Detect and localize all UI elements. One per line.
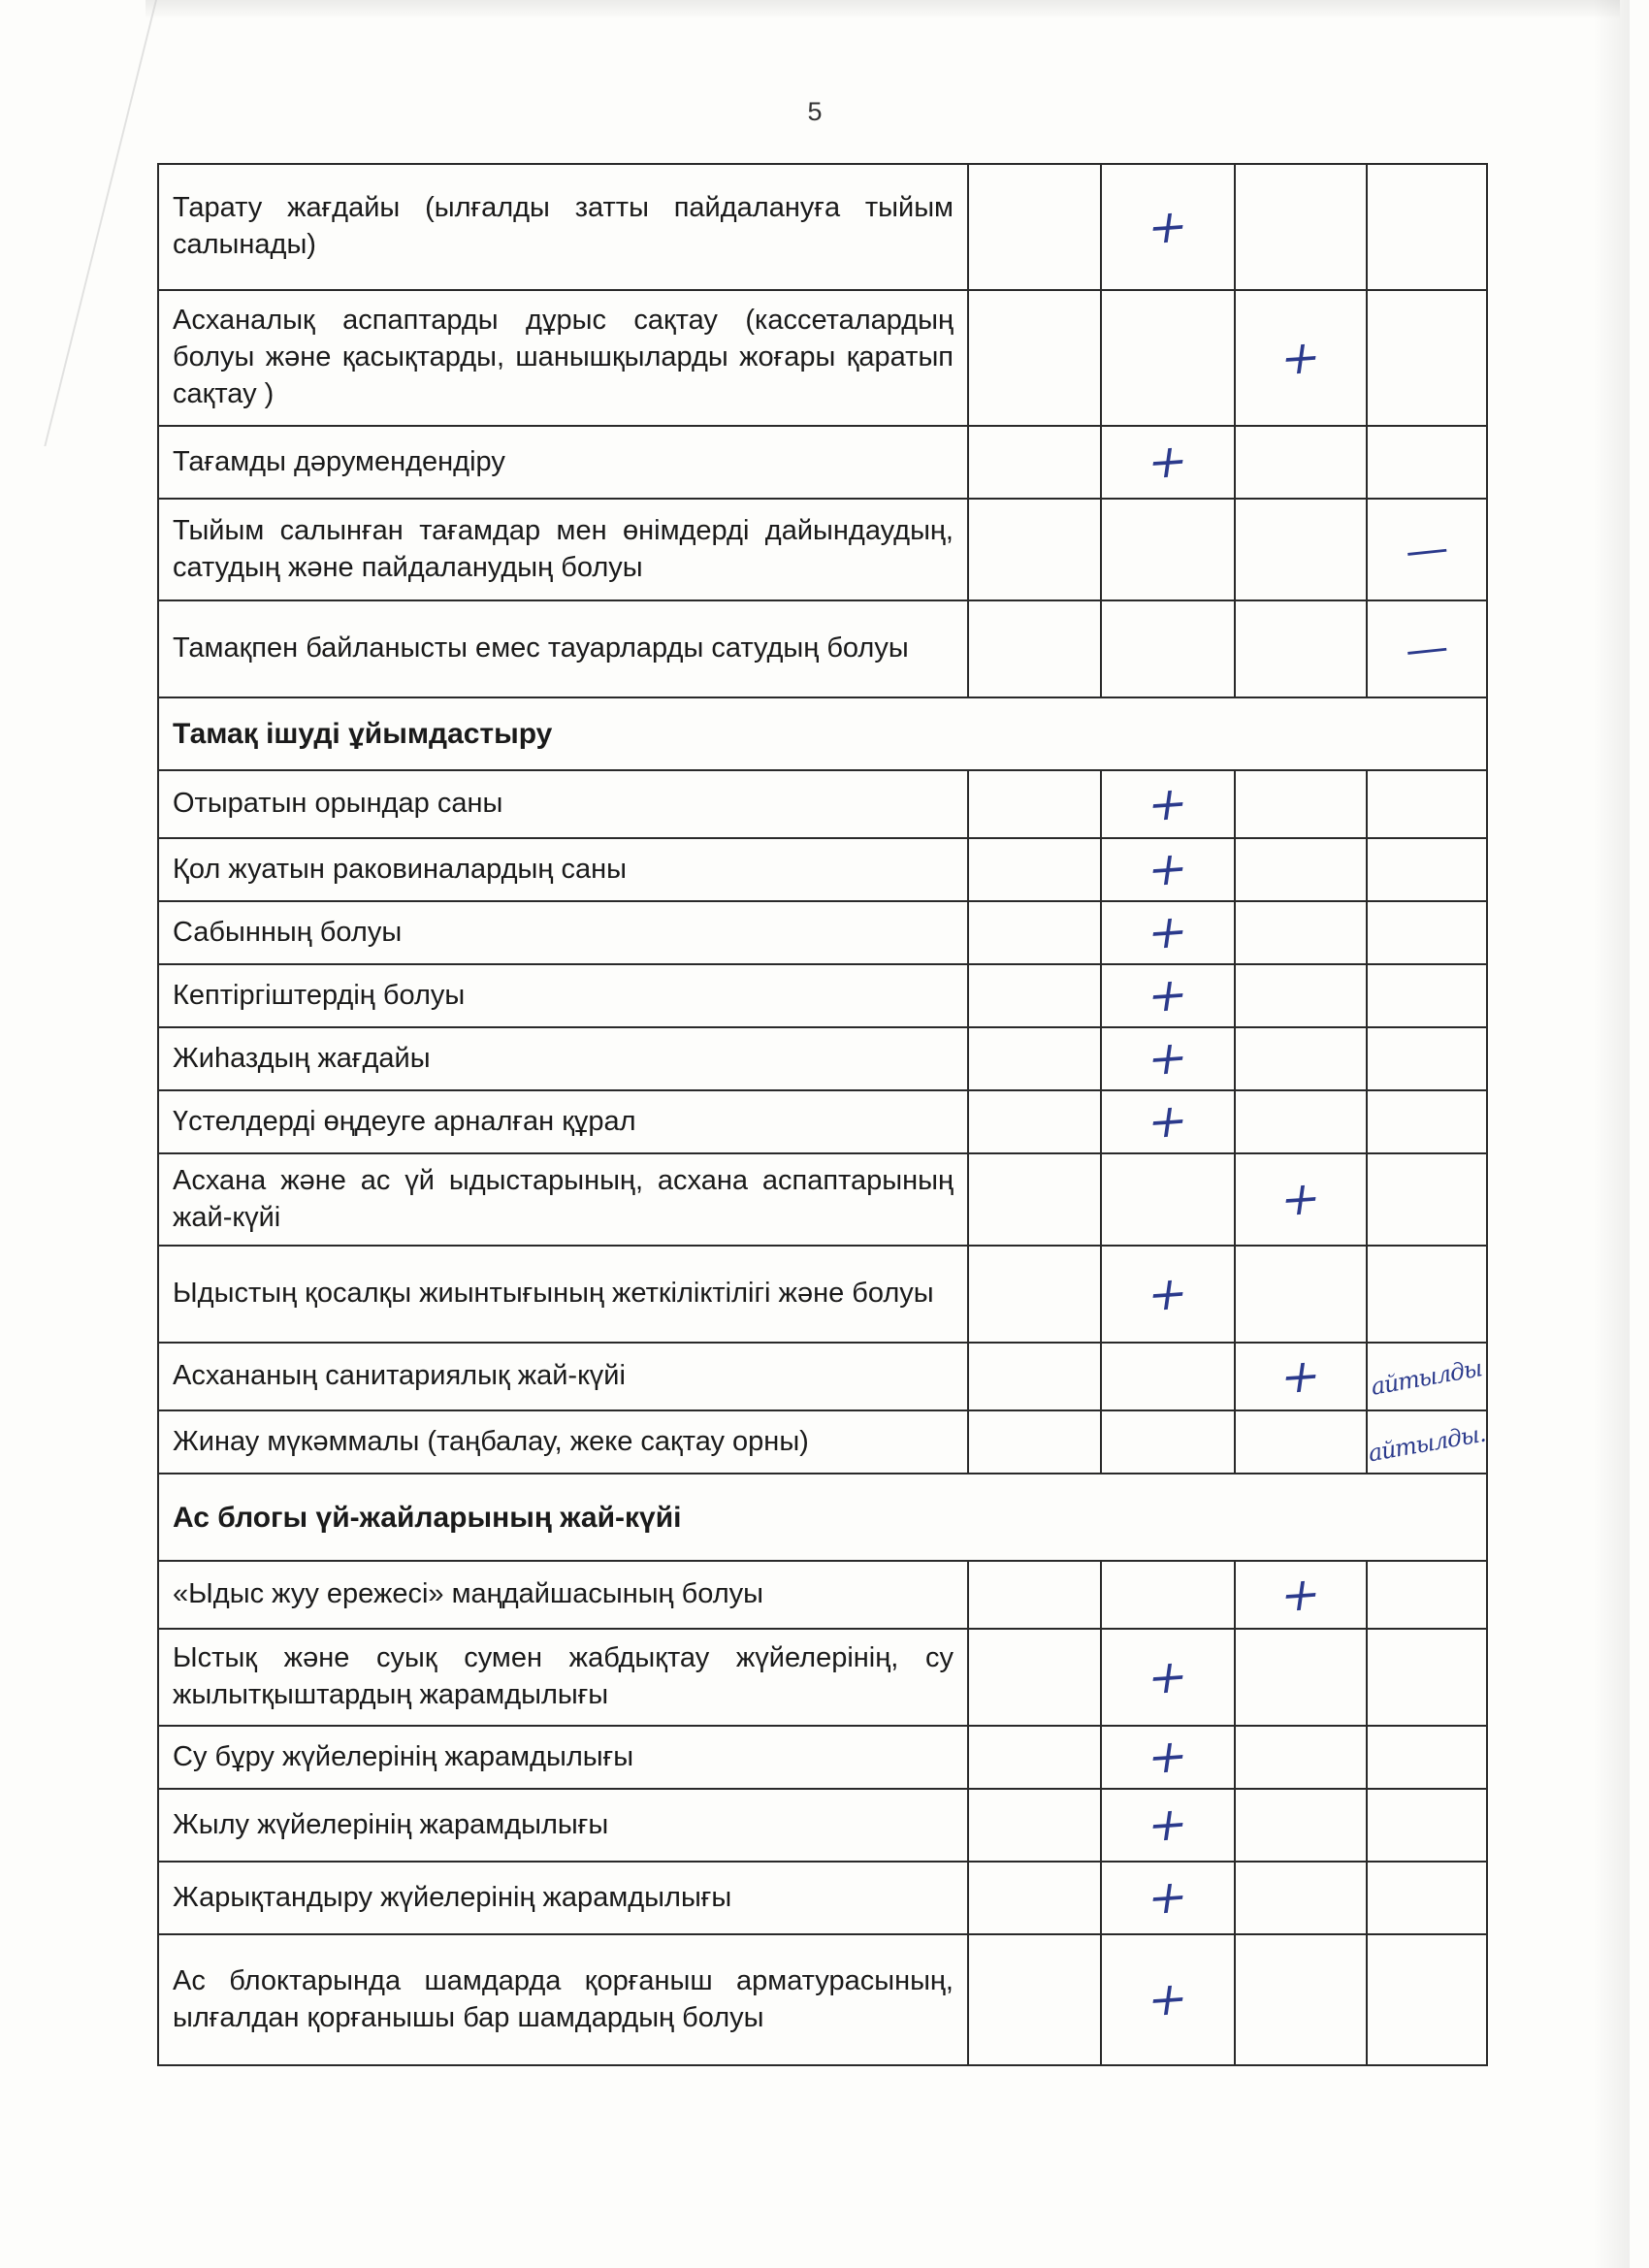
mark-cell-3 bbox=[1235, 838, 1367, 901]
criterion-text: Асхана және ас үй ыдыстарының, асхана аспаптарының жай-күйі bbox=[158, 1153, 968, 1246]
mark-cell-2 bbox=[1101, 290, 1235, 426]
mark-cell-1 bbox=[968, 164, 1101, 290]
mark-cell-1 bbox=[968, 1862, 1101, 1934]
handwritten-plus-mark: + bbox=[1144, 1265, 1192, 1323]
mark-cell-1 bbox=[968, 1027, 1101, 1090]
handwritten-plus-mark: + bbox=[1277, 329, 1325, 387]
mark-cell-4 bbox=[1367, 1153, 1487, 1246]
checklist-row bbox=[158, 1090, 1487, 1153]
mark-cell-1 bbox=[968, 964, 1101, 1027]
mark-cell-4 bbox=[1367, 901, 1487, 964]
mark-cell-1 bbox=[968, 1934, 1101, 2065]
mark-cell-2 bbox=[1101, 1862, 1235, 1934]
mark-cell-2 bbox=[1101, 1410, 1235, 1474]
checklist-row bbox=[158, 164, 1487, 290]
criterion-text: «Ыдыс жуу ережесі» маңдайшасының болуы bbox=[158, 1561, 968, 1629]
mark-cell-3 bbox=[1235, 1789, 1367, 1862]
mark-cell-3 bbox=[1235, 1561, 1367, 1629]
mark-cell-2 bbox=[1101, 426, 1235, 499]
checklist-row bbox=[158, 1934, 1487, 2065]
mark-cell-1 bbox=[968, 499, 1101, 600]
criterion-text: Асхананың санитариялық жай-күйі bbox=[158, 1343, 968, 1410]
checklist-row bbox=[158, 770, 1487, 838]
mark-cell-4 bbox=[1367, 290, 1487, 426]
mark-cell-2 bbox=[1101, 1246, 1235, 1343]
criterion-text: Жиһаздың жағдайы bbox=[158, 1027, 968, 1090]
criterion-text: Үстелдерді өңдеуге арналған құрал bbox=[158, 1090, 968, 1153]
mark-cell-2 bbox=[1101, 1629, 1235, 1726]
scan-shadow-top bbox=[146, 0, 1620, 19]
mark-cell-1 bbox=[968, 1629, 1101, 1726]
mark-cell-2 bbox=[1101, 901, 1235, 964]
mark-cell-4 bbox=[1367, 1410, 1487, 1474]
checklist-row bbox=[158, 1561, 1487, 1629]
criterion-text: Тарату жағдайы (ылғалды затты пайдалануға тыйым салынады) bbox=[158, 164, 968, 290]
mark-cell-1 bbox=[968, 1343, 1101, 1410]
checklist-row bbox=[158, 1789, 1487, 1862]
handwritten-plus-mark: + bbox=[1144, 1728, 1192, 1786]
page-number: 5 bbox=[807, 97, 823, 126]
mark-cell-3 bbox=[1235, 1246, 1367, 1343]
criterion-text: Тыйым салынған тағамдар мен өнімдерді дайындаудың, сатудың және пайдаланудың болуы bbox=[158, 499, 968, 600]
checklist-row bbox=[158, 1726, 1487, 1789]
criterion-text: Кептіргіштердің болуы bbox=[158, 964, 968, 1027]
handwritten-plus-mark: + bbox=[1144, 1868, 1192, 1927]
mark-cell-1 bbox=[968, 1090, 1101, 1153]
handwritten-plus-mark: + bbox=[1144, 1648, 1192, 1706]
criterion-text: Жинау мүкәммалы (таңбалау, жеке сақтау орны) bbox=[158, 1410, 968, 1474]
mark-cell-2 bbox=[1101, 838, 1235, 901]
criterion-text: Жылу жүйелерінің жарамдылығы bbox=[158, 1789, 968, 1862]
criterion-text: Ас блоктарында шамдарда қорғаныш арматурасының, ылғалдан қорғанышы бар шамдардың болуы bbox=[158, 1934, 968, 2065]
mark-cell-3 bbox=[1235, 770, 1367, 838]
mark-cell-4 bbox=[1367, 1343, 1487, 1410]
mark-cell-4 bbox=[1367, 600, 1487, 697]
mark-cell-1 bbox=[968, 1153, 1101, 1246]
mark-cell-3 bbox=[1235, 1629, 1367, 1726]
mark-cell-4 bbox=[1367, 499, 1487, 600]
mark-cell-2 bbox=[1101, 770, 1235, 838]
criterion-text: Тамақпен байланысты емес тауарларды сатудың болуы bbox=[158, 600, 968, 697]
section-header-row bbox=[158, 1474, 1487, 1561]
checklist-row bbox=[158, 1153, 1487, 1246]
checklist-row bbox=[158, 499, 1487, 600]
mark-cell-3 bbox=[1235, 901, 1367, 964]
mark-cell-1 bbox=[968, 770, 1101, 838]
mark-cell-3 bbox=[1235, 1726, 1367, 1789]
mark-cell-3 bbox=[1235, 600, 1367, 697]
mark-cell-1 bbox=[968, 290, 1101, 426]
mark-cell-3 bbox=[1235, 1862, 1367, 1934]
mark-cell-4 bbox=[1367, 1934, 1487, 2065]
handwritten-plus-mark: + bbox=[1144, 840, 1192, 898]
mark-cell-1 bbox=[968, 838, 1101, 901]
checklist-row bbox=[158, 901, 1487, 964]
handwritten-note: айтылды bbox=[1369, 1354, 1485, 1401]
criterion-text: Тағамды дәрумендендіру bbox=[158, 426, 968, 499]
mark-cell-2 bbox=[1101, 499, 1235, 600]
scan-edge-left bbox=[0, 0, 157, 446]
mark-cell-4 bbox=[1367, 1789, 1487, 1862]
handwritten-dash-mark: — bbox=[1403, 622, 1451, 676]
mark-cell-1 bbox=[968, 600, 1101, 697]
mark-cell-4 bbox=[1367, 1726, 1487, 1789]
mark-cell-4 bbox=[1367, 770, 1487, 838]
checklist-body bbox=[158, 164, 1487, 2065]
handwritten-plus-mark: + bbox=[1144, 903, 1192, 961]
mark-cell-4 bbox=[1367, 964, 1487, 1027]
mark-cell-2 bbox=[1101, 1726, 1235, 1789]
criterion-text: Сабынның болуы bbox=[158, 901, 968, 964]
mark-cell-3 bbox=[1235, 1153, 1367, 1246]
mark-cell-3 bbox=[1235, 964, 1367, 1027]
mark-cell-3 bbox=[1235, 1343, 1367, 1410]
mark-cell-3 bbox=[1235, 426, 1367, 499]
checklist-row bbox=[158, 1027, 1487, 1090]
mark-cell-4 bbox=[1367, 1090, 1487, 1153]
handwritten-plus-mark: + bbox=[1277, 1170, 1325, 1228]
mark-cell-2 bbox=[1101, 1343, 1235, 1410]
criterion-text: Отыратын орындар саны bbox=[158, 770, 968, 838]
mark-cell-4 bbox=[1367, 1561, 1487, 1629]
mark-cell-2 bbox=[1101, 1561, 1235, 1629]
handwritten-plus-mark: + bbox=[1144, 1796, 1192, 1854]
mark-cell-2 bbox=[1101, 1934, 1235, 2065]
mark-cell-3 bbox=[1235, 1934, 1367, 2065]
criterion-text: Су бұру жүйелерінің жарамдылығы bbox=[158, 1726, 968, 1789]
mark-cell-4 bbox=[1367, 1246, 1487, 1343]
mark-cell-2 bbox=[1101, 1789, 1235, 1862]
scan-edge-right bbox=[1593, 0, 1630, 2268]
mark-cell-4 bbox=[1367, 838, 1487, 901]
checklist-row bbox=[158, 600, 1487, 697]
mark-cell-3 bbox=[1235, 1027, 1367, 1090]
mark-cell-3 bbox=[1235, 1090, 1367, 1153]
handwritten-plus-mark: + bbox=[1144, 966, 1192, 1024]
handwritten-plus-mark: + bbox=[1277, 1347, 1325, 1406]
section-title: Тамақ ішуді ұйымдастыру bbox=[158, 697, 1487, 770]
mark-cell-1 bbox=[968, 1726, 1101, 1789]
mark-cell-1 bbox=[968, 426, 1101, 499]
mark-cell-3 bbox=[1235, 1410, 1367, 1474]
mark-cell-2 bbox=[1101, 1153, 1235, 1246]
criterion-text: Ыдыстың қосалқы жиынтығының жеткіліктілігі және болуы bbox=[158, 1246, 968, 1343]
checklist-row bbox=[158, 1343, 1487, 1410]
handwritten-dash-mark: — bbox=[1403, 522, 1451, 577]
mark-cell-2 bbox=[1101, 600, 1235, 697]
mark-cell-1 bbox=[968, 1561, 1101, 1629]
criterion-text: Қол жуатын раковиналардың саны bbox=[158, 838, 968, 901]
handwritten-plus-mark: + bbox=[1277, 1566, 1325, 1624]
mark-cell-4 bbox=[1367, 164, 1487, 290]
handwritten-plus-mark: + bbox=[1144, 433, 1192, 491]
mark-cell-4 bbox=[1367, 1027, 1487, 1090]
handwritten-plus-mark: + bbox=[1144, 1970, 1192, 2028]
checklist-row bbox=[158, 1410, 1487, 1474]
mark-cell-1 bbox=[968, 1246, 1101, 1343]
handwritten-plus-mark: + bbox=[1144, 775, 1192, 833]
mark-cell-3 bbox=[1235, 499, 1367, 600]
mark-cell-2 bbox=[1101, 1027, 1235, 1090]
mark-cell-4 bbox=[1367, 1629, 1487, 1726]
criterion-text: Жарықтандыру жүйелерінің жарамдылығы bbox=[158, 1862, 968, 1934]
checklist-row bbox=[158, 838, 1487, 901]
handwritten-plus-mark: + bbox=[1144, 198, 1192, 256]
mark-cell-2 bbox=[1101, 164, 1235, 290]
checklist-row bbox=[158, 290, 1487, 426]
mark-cell-3 bbox=[1235, 164, 1367, 290]
mark-cell-3 bbox=[1235, 290, 1367, 426]
checklist-row bbox=[158, 1246, 1487, 1343]
handwritten-plus-mark: + bbox=[1144, 1092, 1192, 1150]
checklist-row bbox=[158, 964, 1487, 1027]
inspection-checklist-table bbox=[157, 163, 1488, 2066]
mark-cell-1 bbox=[968, 1789, 1101, 1862]
mark-cell-4 bbox=[1367, 1862, 1487, 1934]
handwritten-plus-mark: + bbox=[1144, 1029, 1192, 1087]
criterion-text: Ыстық және суық сумен жабдықтау жүйелерінің, су жылытқыштардың жарамдылығы bbox=[158, 1629, 968, 1726]
mark-cell-4 bbox=[1367, 426, 1487, 499]
checklist-row bbox=[158, 1629, 1487, 1726]
mark-cell-1 bbox=[968, 1410, 1101, 1474]
mark-cell-2 bbox=[1101, 1090, 1235, 1153]
checklist-row bbox=[158, 1862, 1487, 1934]
section-title: Ас блогы үй-жайларының жай-күйі bbox=[158, 1474, 1487, 1561]
checklist-row bbox=[158, 426, 1487, 499]
section-header-row bbox=[158, 697, 1487, 770]
mark-cell-1 bbox=[968, 901, 1101, 964]
mark-cell-2 bbox=[1101, 964, 1235, 1027]
criterion-text: Асханалық аспаптарды дұрыс сақтау (кассеталардың болуы және қасықтарды, шанышқыларды жоғары қаратып сақтау ) bbox=[158, 290, 968, 426]
handwritten-note: айтылды. bbox=[1366, 1419, 1488, 1468]
